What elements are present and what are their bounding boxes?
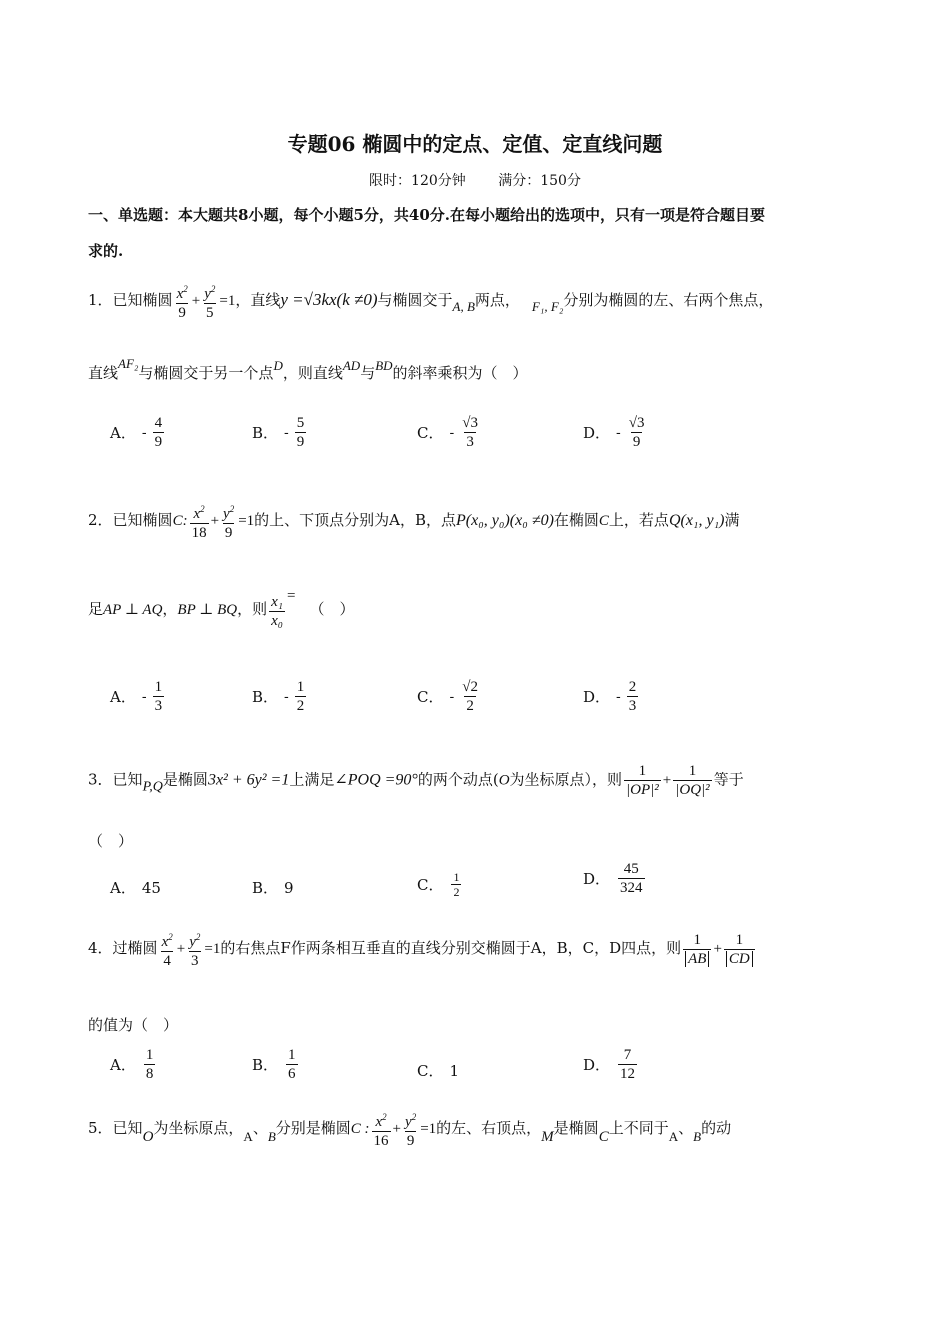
- question-3-line2: （ ）: [88, 832, 134, 850]
- section-heading-line2: 求的.: [88, 242, 124, 260]
- q3-option-d[interactable]: D． $\frac{45}{324}$: [583, 861, 643, 896]
- question-4-line2: 的值为（ ）: [88, 1016, 179, 1034]
- equation: =1: [219, 293, 236, 309]
- line-af2: AF₂: [118, 356, 139, 371]
- q2-text: 在椭圆: [553, 511, 599, 529]
- question-3-line1: 3．已知P,Q是椭圆3x² + 6y² =1上满足∠POQ =90°的两个动点(O为坐标原点），则 $\frac{1}{\text{|OP|²}}$ + $\frac{1}{\text{|OQ|²}}$ 等于: [88, 763, 744, 798]
- q1-text: ，则直线: [282, 364, 343, 382]
- q3-option-a[interactable]: A． 45: [110, 878, 161, 897]
- q2-option-d[interactable]: D． - $\frac{2}{3}$: [583, 679, 637, 714]
- question-number: 4．: [88, 939, 113, 957]
- q4-option-a[interactable]: A． $\frac{1}{8}$: [110, 1047, 154, 1082]
- time-limit: 限时：120分钟: [369, 173, 466, 189]
- question-1-line1: 1．已知椭圆 $\frac{x^2}{9}$ + $\frac{y^2}{5}$ =1，直线y =√3kx(k ≠0)与椭圆交于A, B两点， F₁, F₂分别为椭圆的左、右两个焦点，: [88, 280, 773, 322]
- points-pq: P,Q: [142, 779, 163, 795]
- question-2-line1: 2．已知椭圆C: $\frac{x^2}{18}$ + $\frac{y^2}{9}$ =1的上、下顶点分别为A，B，点P(x₀, y₀)(x₀ ≠0)在椭圆C上，若点Q(x₁, y₁)满: [88, 504, 740, 541]
- q1-text: ，直线: [235, 291, 281, 309]
- q1-text: 两点，: [474, 291, 520, 309]
- line-ad: AD: [342, 358, 361, 373]
- q4-option-b[interactable]: B． $\frac{1}{6}$: [252, 1047, 296, 1082]
- page-title: 专题06 椭圆中的定点、定值、定直线问题: [287, 132, 663, 156]
- section-heading-line1: 一、单选题：本大题共8小题，每个小题5分，共40分.在每小题给出的选项中，只有一项是符合题目要: [88, 206, 765, 224]
- q1-text: 分别为椭圆的左、右两个焦点，: [563, 291, 774, 309]
- point-q: Q(x₁, y₁): [668, 512, 725, 529]
- q2-text: 足: [88, 600, 104, 618]
- question-number: 1．: [88, 291, 113, 309]
- q1-option-b[interactable]: B． - $\frac{5}{9}$: [252, 415, 305, 450]
- q1-text: 与椭圆交于另一个点: [138, 364, 274, 382]
- q2-option-a[interactable]: A． - $\frac{1}{3}$: [110, 679, 163, 714]
- q3-option-c[interactable]: C． $\frac{1}{2}$: [417, 870, 460, 899]
- q2-option-c[interactable]: C． - $\frac{√2}{2}$: [417, 679, 478, 714]
- fraction: $\frac{x^2}{9}$: [176, 284, 188, 321]
- question-number: 5．: [88, 1119, 113, 1137]
- q1-text: 与椭圆交于: [377, 291, 453, 309]
- question-number: 3．: [88, 770, 113, 789]
- q1-option-c[interactable]: C． - $\frac{√3}{3}$: [417, 415, 478, 450]
- q2-text: 的上、下顶点分别为A，B，点: [254, 511, 457, 529]
- line-bd: BD: [375, 358, 393, 373]
- exam-info: [0, 170, 950, 190]
- q2-option-b[interactable]: B． - $\frac{1}{2}$: [252, 679, 305, 714]
- question-1-line2: [88, 356, 528, 383]
- point-d: D: [273, 358, 283, 373]
- question-number: 2．: [88, 511, 113, 529]
- angle-condition: ∠POQ =90°: [334, 771, 418, 789]
- q2-text: 上，若点: [608, 511, 669, 529]
- q2-text: 满: [724, 511, 740, 529]
- line-equation: y =√3kx(k ≠0): [280, 290, 378, 309]
- foci: F₁, F₂: [531, 299, 564, 314]
- q1-option-d[interactable]: D． - $\frac{√3}{9}$: [583, 415, 645, 450]
- question-5-line1: 5．已知O为坐标原点，A、B分别是椭圆C : $\frac{x^2}{16}$ + $\frac{y^2}{9}$ =1的左、右顶点，M是椭圆C上不同于A、B的动: [88, 1112, 732, 1149]
- ellipse-equation: 3x² + 6y² =1: [207, 771, 290, 789]
- perp-condition: AP ⊥ AQ: [103, 602, 163, 618]
- q3-option-b[interactable]: B． 9: [252, 878, 294, 897]
- points-ab: A, B: [452, 299, 475, 314]
- q4-option-c[interactable]: C． 1: [417, 1061, 460, 1080]
- q1-text: 与: [360, 364, 376, 382]
- q1-text: 直线: [88, 364, 119, 382]
- full-score: 满分：150分: [498, 173, 581, 189]
- point-p: P(x₀, y₀)(x₀ ≠0): [456, 512, 554, 529]
- question-2-line2: 足AP ⊥ AQ，BP ⊥ BQ，则 $\frac{\text{x₁}}{\text{x₀}}$ =（ ）: [88, 588, 355, 629]
- q1-option-a[interactable]: A． - $\frac{4}{9}$: [110, 415, 163, 450]
- q1-text: 的斜率乘积为（ ）: [392, 364, 528, 382]
- q4-option-d[interactable]: D． $\frac{7}{12}$: [583, 1047, 636, 1082]
- fraction: $\frac{y^2}{5}$: [204, 284, 216, 321]
- q2-text: 已知椭圆: [112, 511, 173, 529]
- ellipse-label: C:: [172, 513, 188, 529]
- question-4-line1: 4．过椭圆 $\frac{x^2}{4}$ + $\frac{y^2}{3}$ =1的右焦点F作两条相互垂直的直线分别交椭圆于A，B，C，D四点，则 $\frac{1}{AB}$ + $\frac{1}{CD}$: [88, 928, 757, 970]
- q1-text: 已知椭圆: [112, 291, 173, 309]
- perp-condition: BP ⊥ BQ: [177, 602, 238, 618]
